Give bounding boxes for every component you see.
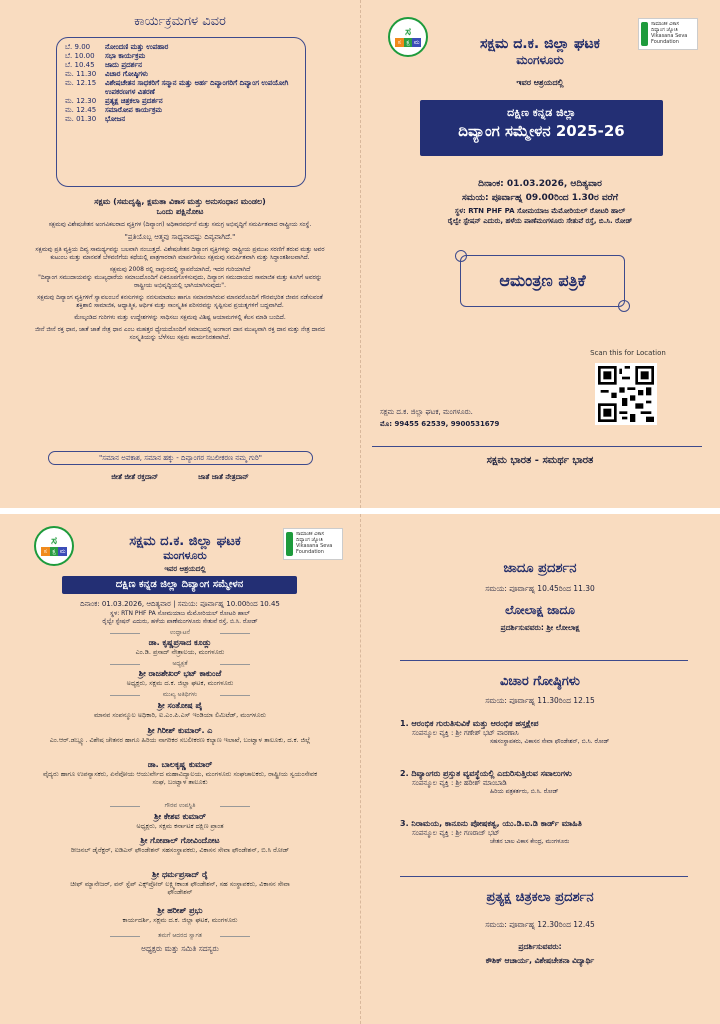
about-paragraph: ಸಕ್ಷಮವು ವಿಶೇಷಚೇತನ ಅಂಗವಿಕಲರಾದ ವ್ಯಕ್ತಿಗಳ (ದಿವ್ಯಾಂಗ) ಅಧಿಕಾರವರ್ಧನೆ ಮತ್ತು ಸಮಗ್ರ ಅಭಿವೃದ್ಧಿಗೆ ಸಮರ್ಪಿತವಾದ ರಾಷ್ಟ್ರೀಯ ಸಂಸ್ಥೆ.	[48, 221, 312, 228]
seminar-topic: 1. ಆರಂಭಿಕ ಗುರುತಿಸುವಿಕೆ ಮತ್ತು ಆರಂಭಿಕ ಹಸ್ತಕ್ಷೇಪ ಸಂಪನ್ಮೂಲ ವ್ಯಕ್ತಿ : ಶ್ರೀ ಗಣೇಶ್ ಭಟ್ ವಾರಣಾಸಿ ಸಹಸಂಸ್ಥಾಪಕರು, ವಿಕಾಸನ ಸೇವಾ ಫೌಂಡೇಶನ್, ಬಿ.ಸಿ. ರೋಡ್	[400, 719, 610, 745]
person-block: ಶ್ರೀ ಕೇಶವ ಕುಮಾರ್ ಅಧ್ಯಕ್ಷರು, ಸಕ್ಷಮ ಕರ್ನಾಟಕ ದಕ್ಷಿಣ ಪ್ರಾಂತ	[136, 812, 224, 830]
banner-line1: ದಕ್ಷಿಣ ಕನ್ನಡ ಜಿಲ್ಲಾ	[507, 106, 576, 119]
venue-line1: ಸ್ಥಳ: RTN PHF PA ಸೋಮಯಾಜ ಮೆಮೋರಿಯಲ್ ರೋಟರಿ ಹಾಲ್	[454, 207, 626, 215]
section-label-inaugurator: ಉದ್ಘಾಟನೆ	[110, 629, 250, 637]
event-banner	[420, 100, 663, 156]
person-block: ಶ್ರೀ ಧರ್ಮಪ್ರಸಾದ್ ರೈ ಚೀಫ್ ಮ್ಯಾನೇಜರ್, ವನ್ ಸ್ಟೆಪ್ ಎಕ್ಸ್‌ಪ್ರೋರ್ ಲಕ್ಷ್ಮೀಕಾಂತ ಫೌಂಡೇಶನ್, ಸಹ ಸಂಸ್ಥಾಪಕರು, ವಿಕಾಸನ ಸೇವಾ ಫೌಂಡೇಶನ್	[70, 870, 290, 896]
about-paragraph: ಸಕ್ಷಮವು ಪ್ರತಿ ವ್ಯಕ್ತಿಯ ದಿವ್ಯ ಸಾಮರ್ಥ್ಯವನ್ನು ಬಲವಾಗಿ ನಂಬುತ್ತದೆ. ವಿಶೇಷಚೇತನ ದಿವ್ಯಾಂಗ ವ್ಯಕ್ತಿಗಳನ್ನು ರಾಷ್ಟ್ರೀಯ ಪ್ರಮುಖ ಸರಣಿಗೆ ತರುವ ಮತ್ತು ಅವರ ಕುಟುಂಬ ಮತ್ತು ಮಾನವತೆ ಬೆಳವಣಿಗೆಯ ಕಥೆಯಲ್ಲಿ ಪಾತ್ರಗಾರರಾಗಿ ಮಾರ್ಪಡಿಸಲು ಸಕ್ಷಮವು ಸಮರ್ಪಿತವಾಗಿ ಮತ್ತು ಸಿದ್ಧಾಂತಶೀಲವಾಗಿದೆ.	[35, 246, 325, 261]
banner-line2: ದಿವ್ಯಾಂಗ ಸಮ್ಮೇಳನ 2025-26	[458, 122, 625, 140]
schedule-row: ಮ. 12.30 ಪ್ರತ್ಯಕ್ಷ ಚಿತ್ರಕಲಾ ಪ್ರದರ್ಶನ	[65, 97, 163, 105]
magic-performer: ಪ್ರದರ್ಶಿಸುವವರು: ಶ್ರೀ ಲೋಲಾಕ್ಷ	[500, 623, 580, 632]
about-paragraph: ಜೀನೆ ಜೀನೆ ರಕ್ತ ಧಾನ, ಜಾತೆ ಜಾತೆ ನೇತ್ರ ಧಾನ ಎಂಬ ಮಹತ್ತರ ಧ್ಯೇಯದೊಂದಿಗೆ ಸಮಾಜದಲ್ಲಿ ಅಂಗಾಂಗ ದಾನ ಮುಖ್ಯವಾಗಿ ರಕ್ತ ದಾನ ಮತ್ತು ನೇತ್ರ ದಾನದ ಸಂಸ್ಕೃತಿಯನ್ನು ಬೆಳೆಸಲು ಸಕ್ಷಮ ಕಾರ್ಯನಿರತವಾಗಿದೆ.	[35, 326, 325, 341]
about-quote: "ಪ್ರತಿಯೊಬ್ಬ ಆತ್ಮವು ಸಾಧ್ಯವಾದಷ್ಟು ದಿವ್ಯವಾಗಿದೆ."	[124, 233, 236, 241]
cover-panel	[360, 0, 720, 508]
about-paragraph: ಮೇಲ್ಕಂಡಿದ ಗುರಿಗಳು ಮತ್ತು ಉದ್ದೇಶಗಳನ್ನು ಸಾಧಿಸಲು ಸಕ್ಷಮವು ವಿಶಿಷ್ಟ ಆಯಾಮಗಳಲ್ಲಿ ಕೆಲಸ ಮಾಡಿ ಬಂದಿದೆ.	[74, 314, 286, 321]
about-section	[30, 197, 330, 342]
seminar-time: ಸಮಯ: ಪೂರ್ವಾಹ್ನ 11.30ರಿಂದ 12.15	[485, 696, 595, 705]
schedule-box	[56, 37, 306, 187]
program-panel	[0, 0, 360, 508]
aegis-text: ಇವರ ಆಶ್ರಯದಲ್ಲಿ	[516, 78, 564, 87]
event-banner: ದಕ್ಷಿಣ ಕನ್ನಡ ಜಿಲ್ಲಾ ದಿವ್ಯಾಂಗ ಸಮ್ಮೇಳನ	[62, 576, 297, 594]
schedule-row: ಬೆ. 9.00 ನೋಂದಣಿ ಮತ್ತು ಉಪಹಾರ	[65, 43, 169, 51]
org-city: ಮಂಗಳೂರು	[163, 549, 207, 562]
person-block: ಶ್ರೀ ಸಂತೋಷ ಪೈ ಮಾನವ ಸಂಪನ್ಮೂಲ ಅಧಿಕಾರಿ, ಐ.ಎಂ.ಪಿ.ಎಸ್ ಇಂಡಿಯಾ ಲಿಮಿಟೆಡ್, ಮಂಗಳೂರು	[94, 701, 266, 719]
closing-text: ಅಧ್ಯಕ್ಷರು ಮತ್ತು ಸಮಿತಿ ಸದಸ್ಯರು	[141, 944, 219, 953]
schedule-row: ಮ. 11.30 ವಿಚಾರ ಗೋಷ್ಠಿಗಳು	[65, 70, 149, 78]
saksham-logo: ಸ ಸ ಕ್ಷ ಮ	[388, 17, 428, 57]
magic-title: ಜಾದೂ ಪ್ರದರ್ಶನ	[503, 561, 577, 576]
divider	[400, 876, 688, 877]
scan-text: Scan this for Location	[590, 349, 666, 357]
partner-logo: ಸಾಮಾಜಿಕ ವಿಕಾಸ ದಿವ್ಯಾಂಗ ಜ್ಯೋತಿ Vikasana Seva Foundation	[283, 528, 343, 560]
motto-box: "ಸಮಾನ ಅವಕಾಶ, ಸಮಾನ ಹಕ್ಕು - ದಿವ್ಯಾಂಗರ ಸಬಲೀಕರಣ ನಮ್ಮ ಗುರಿ"	[48, 451, 313, 465]
person-block: ಶ್ರೀ ಹರೀಶ್ ಪ್ರಭು ಕಾರ್ಯದರ್ಶಿ, ಸಕ್ಷಮ ದ.ಕ. ಜಿಲ್ಲಾ ಘಟಕ, ಮಂಗಳೂರು	[122, 906, 238, 924]
saksham-logo: ಸ ಸ ಕ್ಷ ಮ	[34, 526, 74, 566]
divider	[372, 446, 702, 447]
painting-label: ಪ್ರದರ್ಶಿಸುವವರು:	[518, 942, 562, 951]
event-date: ದಿನಾಂಕ: 01.03.2026, ಆದಿತ್ಯವಾರ	[478, 179, 602, 189]
blood-donation-tag: ಜೀತೆ ಜೀತೆ ರಕ್ತದಾನ್	[111, 473, 159, 481]
about-heading: ಸಕ್ಷಮ (ಸಮದೃಷ್ಟಿ, ಕ್ಷಮತಾ ವಿಕಾಸ ಮತ್ತು ಅನುಸಂಧಾನ ಮಂಡಲ)	[94, 197, 266, 206]
event-time: ಸಮಯ: ಪೂರ್ವಾಹ್ನ 09.00ರಿಂದ 1.30ರ ವರೆಗೆ	[462, 193, 618, 203]
invitation-outer-spread	[0, 0, 720, 508]
section-label-honour: ಗೌರವ ಉಪಸ್ಥಿತಿ	[110, 802, 250, 810]
location-qr-code[interactable]	[595, 363, 657, 425]
seminar-topic: 3. ನಿರಾಮಯ, ಕಾನೂನು ಪೋಷಕತ್ವ, ಯು.ಡಿ.ಐ.ಡಿ ಕಾರ್ಡ್ ಮಾಹಿತಿ ಸಂಪನ್ಮೂಲ ವ್ಯಕ್ತಿ : ಶ್ರೀ ಗಣರಾಜ್ ಭಟ್ ಚೇತನ ಬಾಲ ವಿಕಾಸ ಕೇಂದ್ರ, ಮಂಗಳೂರು	[400, 819, 582, 845]
partner-logo: ಸಾಮಾಜಿಕ ವಿಕಾಸ ದಿವ್ಯಾಂಗ ಜ್ಯೋತಿ Vikasana Seva Foundation	[638, 18, 698, 50]
painting-title: ಪ್ರತ್ಯಕ್ಷ ಚಿತ್ರಕಲಾ ಪ್ರದರ್ಶನ	[486, 890, 594, 905]
venue-line2: ರೈಲ್ವೇ ಸ್ಟೇಷನ್ ಎದುರು, ಹಳೆಯ ಪಾಣೆಮಂಗಳೂರು ಸೇತುವೆ ರಸ್ತೆ, ಬಿ.ಸಿ. ರೋಡ್	[447, 217, 633, 225]
eye-donation-tag: ಜಾತೆ ಜಾತೆ ನೇತ್ರದಾನ್	[198, 473, 249, 481]
about-quote: "ದಿವ್ಯಾಂಗ ಸಮುದಾಯವನ್ನು ಮುಖ್ಯಧಾರೆಯ ಸಮಾಜದೊಂದಿಗೆ ಏಕರೂಪಗೊಳಿಸುವುದು, ದಿವ್ಯಾಂಗ ಸಮುದಾಯದ ಸಾಮಾಜಿಕ ಮತ್ತು ಕೂಗಿಗೆ ಅವರನ್ನು ರಾಷ್ಟ್ರೀಯ ಅಭಿವೃದ್ಧಿಯಲ್ಲಿ ಭಾಗಿಯಾಗಿಸುವುದು".	[38, 274, 322, 289]
schedule-row: ಮ. 01.30 ಭೋಜನ	[65, 115, 126, 123]
about-paragraph: ಸಕ್ಷಮವು ದಿವ್ಯಾಂಗ ವ್ಯಕ್ತಿಗಳಿಗೆ ಸ್ವಾವಲಂಬನೆ ಕನಸುಗಳನ್ನು ನನಸುಮಾಡಲು ಹಾಗೂ ಸಮಾನರಾಗಿರುವ ಮಾನವರೊಂದಿಗೆ ಗೌರವಭರಿತ ಜೀವನ ನಡೆಸುವಂತೆ ಶಕ್ತಿಶಾಲಿ ಸಾಮಾಜಿಕ, ಆಧ್ಯಾತ್ಮಿಕ, ಆರ್ಥಿಕ ಮತ್ತು ಸಾಂಸ್ಕೃತಿಕ ಪರಿಸರವನ್ನು ಸೃಷ್ಟಿಸುವ ಪ್ರಯತ್ನಗಳಿಗೆ ಬದ್ಧವಾಗಿದೆ.	[37, 294, 323, 309]
seminar-title: ವಿಚಾರ ಗೋಷ್ಠಿಗಳು	[500, 674, 580, 689]
painting-time: ಸಮಯ: ಪೂರ್ವಾಹ್ನ 12.30ರಿಂದ 12.45	[485, 920, 595, 929]
section-label-chief-guests: ಮುಖ್ಯ ಅತಿಥಿಗಳು	[110, 691, 250, 699]
section-label-president: ಅಧ್ಯಕ್ಷತೆ	[110, 660, 250, 668]
invitation-title: ಆಮಂತ್ರಣ ಪತ್ರಿಕೆ	[499, 271, 586, 290]
org-name: ಸಕ್ಷಮ ದ.ಕ. ಜಿಲ್ಲಾ ಘಟಕ	[480, 36, 600, 52]
donation-tags	[0, 473, 360, 482]
schedule-row: ಮ. 12.45 ಸಮಾರೋಪ ಕಾರ್ಯಕ್ರಮ	[65, 106, 163, 114]
schedule-row: ಬೆ. 10.00 ಸಭಾ ಕಾರ್ಯಕ್ರಮ	[65, 52, 146, 60]
schedule-row: ಬೆ. 10.45 ಜಾದು ಪ್ರದರ್ಶನ	[65, 61, 143, 69]
org-name: ಸಕ್ಷಮ ದ.ಕ. ಜಿಲ್ಲಾ ಘಟಕ	[129, 534, 241, 549]
about-paragraph: ಸಕ್ಷಮವು 2008 ರಲ್ಲಿ ನಾಗ್ಪುರದಲ್ಲಿ ಸ್ಥಾಪನೆಯಾಗಿದೆ, ಇದರ ಗುರಿಯಾಗಿದೆ	[109, 266, 251, 273]
event-datetime: ದಿನಾಂಕ: 01.03.2026, ಆದಿತ್ಯವಾರ | ಸಮಯ: ಪೂರ್ವಾಹ್ನ 10.00ರಿಂದ 10.45	[80, 600, 280, 608]
qr-code-icon	[598, 366, 654, 422]
invitation-inner-spread	[0, 514, 720, 1024]
magic-time: ಸಮಯ: ಪೂರ್ವಾಹ್ನ 10.45ರಿಂದ 11.30	[485, 584, 595, 593]
schedule-row: ಮ. 12.15 ವಿಶೇಷಚೇತನ ಸಾಧಕರಿಗೆ ಸನ್ಮಾನ ಮತ್ತು ಅರ್ಹ ದಿವ್ಯಾಂಗರಿಗೆ ದಿವ್ಯಾಂಗ ಉಪಯೋಗಿ ಉಪಕರಣಗಳ ವಿತರಣೆ	[65, 79, 289, 96]
painting-artist: ಕೌಶಿಕ್ ಆಚಾರ್ಯ, ವಿಶೇಷಚೇತನಾ ವಿದ್ಯಾರ್ಥಿ	[485, 956, 595, 965]
org-city: ಮಂಗಳೂರು	[516, 53, 564, 67]
slogan: ಸಕ್ಷಮ ಭಾರತ - ಸಮರ್ಥ ಭಾರತ	[486, 455, 594, 466]
person-block: ಡಾ. ಬಾಲಕೃಷ್ಣ ಕುಮಾರ್ ವೈದ್ಯರು ಹಾಗೂ ಉಪನ್ಯಾಸಕರು, ಏನೆಪೋಯ ಆಯುರ್ವೇದ ಮಹಾವಿದ್ಯಾಲಯ, ಮಂಗಳೂರು ಸಂಘಚಾಲಕರು, ರಾಷ್ಟ್ರೀಯ ಸ್ವಯಂಸೇವಕ ಸಂಘ, ಬಂಟ್ವಾಳ ತಾಲೂಕು	[42, 760, 318, 786]
magic-subtitle: ಲೋಲಾಕ್ಷ ಜಾದೂ	[505, 603, 575, 617]
person-block: ಡಾ. ಕೃಷ್ಣಪ್ರಸಾದ ಕೂಡ್ಲು ಎಂ.ಡಿ. ಪ್ರಸಾದ್ ನೇತ್ರಾಲಯ, ಮಂಗಳೂರು	[135, 638, 225, 656]
contact-phone: ಮೊ: 99455 62539, 9900531679	[380, 420, 500, 428]
contact-org: ಸಕ್ಷಮ ದ.ಕ. ಜಿಲ್ಲಾ ಘಟಕ, ಮಂಗಳೂರು.	[380, 408, 473, 416]
person-block: ಶ್ರೀ ರಾಜಶೇಖರ್ ಭಟ್ ಕಾಕುಂಜೆ ಅಧ್ಯಕ್ಷರು, ಸಕ್ಷಮ ದ.ಕ. ಜಿಲ್ಲಾ ಘಟಕ, ಮಂಗಳೂರು	[126, 669, 234, 687]
divider	[400, 660, 688, 661]
venue-line2: ರೈಲ್ವೇ ಸ್ಟೇಷನ್ ಎದುರು, ಹಳೆಯ ಪಾಣೆಮಂಗಳೂರು ಸೇತುವೆ ರಸ್ತೆ, ಬಿ.ಸಿ. ರೋಡ್	[102, 618, 258, 625]
venue-line1: ಸ್ಥಳ: RTN PHF PA ಸೋಮಯಾಜ ಮೆಮೋರಿಯಲ್ ರೋಟರಿ ಹಾಲ್	[110, 610, 250, 617]
person-block: ಶ್ರೀ ಗೋಪಾಲ್ ಗೋವಿಂದೋಟ ರೀಜನಲ್ ಡೈರೆಕ್ಟರ್, ಐಡಿಎಸ್ ಫೌಂಡೇಶನ್ ಸಹಸಂಸ್ಥಾಪಕರು, ವಿಕಾಸನ ಸೇವಾ ಫೌಂಡೇಶನ್, ಬಿ.ಸಿ ರೋಡ್	[70, 836, 290, 854]
schedule-title: ಕಾರ್ಯಕ್ರಮಗಳ ವಿವರ	[134, 14, 226, 29]
person-block: ಶ್ರೀ ಗಿರೀಶ್ ಕುಮಾರ್. ಎ ಎಂ.ಆರ್.ಡಬ್ಲ್ಯೂ. ವಿಶೇಷ ಚೇತನರ ಹಾಗೂ ಹಿರಿಯ ನಾಗರಿಕರ ಸಬಲೀಕರಣ ಕಲ್ಯಾಣ ಇಲಾಖೆ, ಬಂಟ್ವಾಳ ತಾಲೂಕು, ದ.ಕ. ಜಿಲ್ಲೆ	[49, 726, 311, 744]
section-label-welcome: ತಮಗೆ ಆದರದ ಸ್ವಾಗತ	[110, 932, 250, 940]
about-subheading: ಒಂದು ಪಕ್ಷಿನೋಟ	[156, 207, 204, 216]
seminar-topic: 2. ದಿವ್ಯಾಂಗರು ಪ್ರಸ್ತುತ ವ್ಯವಸ್ಥೆಯಲ್ಲಿ ಎದುರಿಸುತ್ತಿರುವ ಸವಾಲುಗಳು ಸಂಪನ್ಮೂಲ ವ್ಯಕ್ತಿ : ಶ್ರೀ ಹರೀಶ್ ಮಾಂಬಾಡಿ ಹಿರಿಯ ಪತ್ರಕರ್ತರು, ಬಿ.ಸಿ. ರೋಡ್	[400, 769, 572, 795]
aegis-text: ಇವರ ಆಶ್ರಯದಲ್ಲಿ	[164, 565, 206, 573]
